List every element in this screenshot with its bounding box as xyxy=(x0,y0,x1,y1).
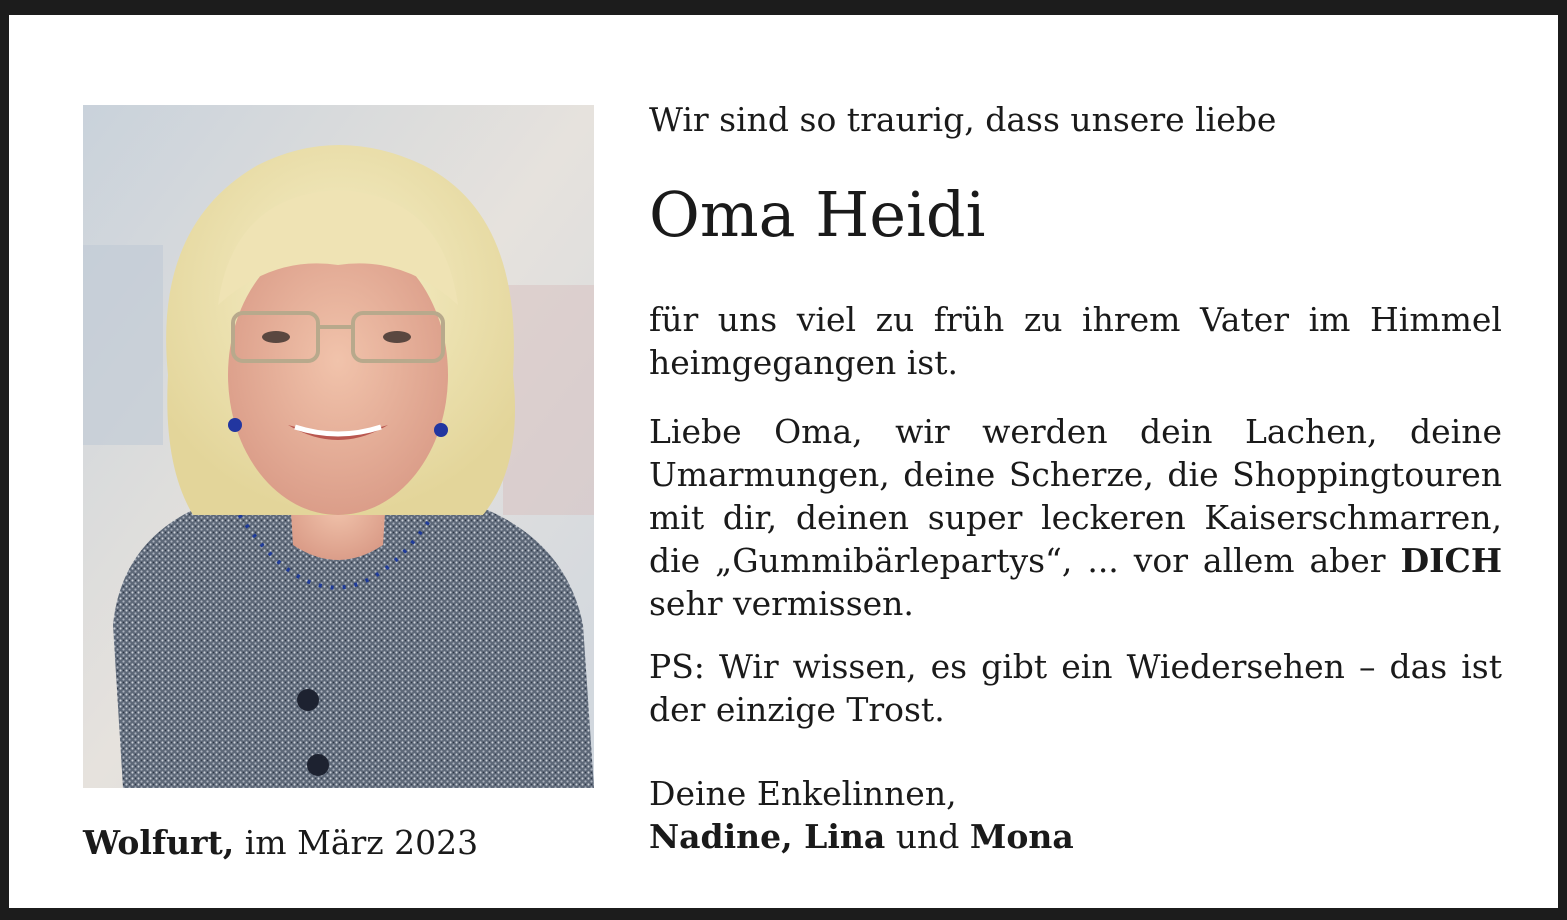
place-and-date xyxy=(83,815,603,871)
signature-names-last: Mona xyxy=(969,817,1074,856)
place-town: Wolfurt, xyxy=(83,823,235,862)
signature xyxy=(649,772,1502,858)
portrait-image xyxy=(83,105,594,788)
paragraph-2-text: Liebe Oma, wir werden dein Lachen, deine Umarmungen, deine Scherze, die Shoppingtouren mit dir, deinen super leckeren Kaiserschmarren, die „Gummibärlepartys“, ... vor allem aber xyxy=(649,412,1502,580)
place-date: im März 2023 xyxy=(244,823,479,862)
paragraph-1: für uns viel zu früh zu ihrem Vater im Himmel heimgegangen ist. xyxy=(649,300,1502,382)
signature-names-first: Nadine, Lina xyxy=(649,817,886,856)
signature-names xyxy=(649,815,1502,858)
intro-line: Wir sind so traurig, dass unsere liebe xyxy=(649,100,1277,139)
signature-line: Deine Enkelinnen, xyxy=(649,774,957,813)
signature-connector: und xyxy=(895,817,960,856)
paragraph-2-emphasis: DICH xyxy=(1400,541,1502,580)
paragraph-3: PS: Wir wissen, es gibt ein Wiedersehen – das ist der einzige Trost. xyxy=(649,647,1502,729)
paragraph-2-end: sehr vermissen. xyxy=(649,584,914,623)
paragraph-2 xyxy=(649,410,1502,625)
portrait-photo xyxy=(83,105,594,788)
deceased-name: Oma Heidi xyxy=(649,178,986,251)
